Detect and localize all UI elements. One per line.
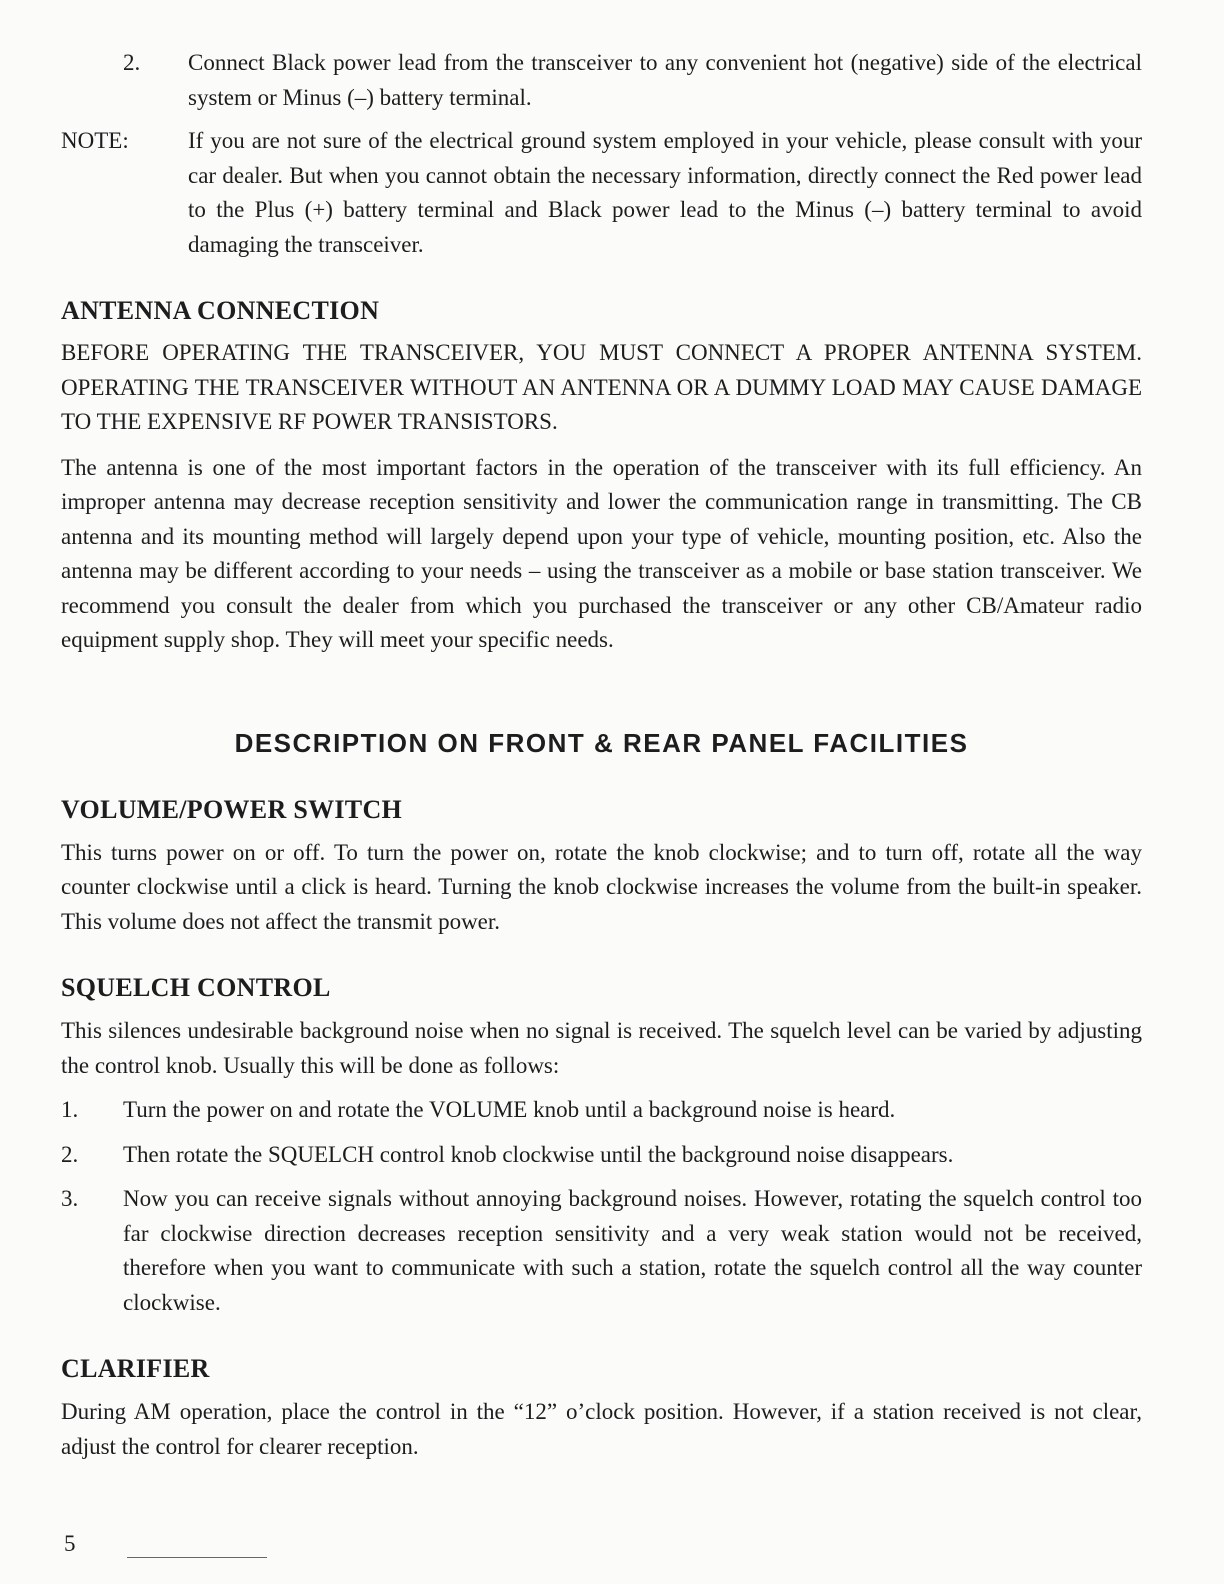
antenna-body: The antenna is one of the most important factors in the operation of the transceiver with its full efficiency. An improper antenna may decrease reception sensitivity and lower the communication range in transmitting. The CB antenna and its mounting method will largely depend upon your type of vehicle, mounting position, etc. Also the antenna may be different according to your needs – using the transceiver as a mobile or base station transceiver. We recommend you consult the dealer from which you purchased the transceiver or any other CB/Amateur radio equipment supply shop. They will meet your specific needs. — [61, 454, 1142, 652]
connection-step-2 — [61, 46, 1142, 115]
note-text: If you are not sure of the electrical ground system employed in your vehicle, please consult with your car dealer. But when you cannot obtain the necessary information, directly connect the Red power lead to the Plus (+) battery terminal and Black power lead to the Minus (–) battery terminal to avoid damaging the transceiver. — [188, 128, 1142, 257]
squelch-step-number: 2. — [61, 1141, 79, 1167]
squelch-heading: SQUELCH CONTROL — [61, 973, 331, 1002]
clarifier-body: During AM operation, place the control in the “12” o’clock position. However, if a station received is not clear, adjust the control for clearer reception. — [61, 1399, 1142, 1459]
volume-heading: VOLUME/POWER SWITCH — [61, 794, 403, 824]
squelch-step — [61, 1093, 1142, 1128]
squelch-step-number: 1. — [61, 1097, 79, 1122]
antenna-heading: ANTENNA CONNECTION — [61, 296, 380, 325]
note-label: NOTE: — [61, 128, 129, 153]
antenna-warning: BEFORE OPERATING THE TRANSCEIVER, YOU MUST CONNECT A PROPER ANTENNA SYSTEM. OPERATING THE TRANSCEIVER WITHOUT AN ANTENNA OR A DUMMY LOAD MAY CAUSE DAMAGE TO THE EXPENSIVE RF POWER TRANSISTORS. — [61, 340, 1142, 434]
step-text: Connect Black power lead from the transceiver to any convenient hot (negative) side of the electrical system or Minus (–) battery terminal. — [188, 50, 1142, 110]
note-block — [61, 124, 1142, 262]
squelch-step-text: Then rotate the SQUELCH control knob clockwise until the background noise disappears. — [123, 1141, 954, 1167]
squelch-step-number: 3. — [61, 1186, 79, 1211]
clarifier-heading: CLARIFIER — [61, 1354, 210, 1383]
step-number: 2. — [123, 50, 141, 75]
squelch-step — [61, 1182, 1142, 1320]
page-number: 5 — [64, 1531, 76, 1556]
volume-body: This turns power on or off. To turn the power on, rotate the knob clockwise; and to turn off, rotate all the way counter clockwise until a click is heard. Turning the knob clockwise increases the volume from the built-in speaker. This volume does not affect the transmit power. — [61, 839, 1142, 934]
squelch-body: This silences undesirable background noise when no signal is received. The squelch level can be varied by adjusting the control knob. Usually this will be done as follows: — [61, 1018, 1142, 1078]
squelch-step-text: Turn the power on and rotate the VOLUME knob until a background noise is heard. — [123, 1097, 896, 1122]
section-title: DESCRIPTION ON FRONT & REAR PANEL FACILITIES — [234, 727, 969, 758]
squelch-step — [61, 1138, 1142, 1173]
squelch-step-text: Now you can receive signals without annoying background noises. However, rotating the squelch control too far clockwise direction decreases reception sensitivity and a very weak station would not be received, therefore when you want to communicate with such a station, rotate the squelch control all the way counter clockwise. — [123, 1186, 1142, 1315]
footer-rule — [127, 1557, 267, 1558]
